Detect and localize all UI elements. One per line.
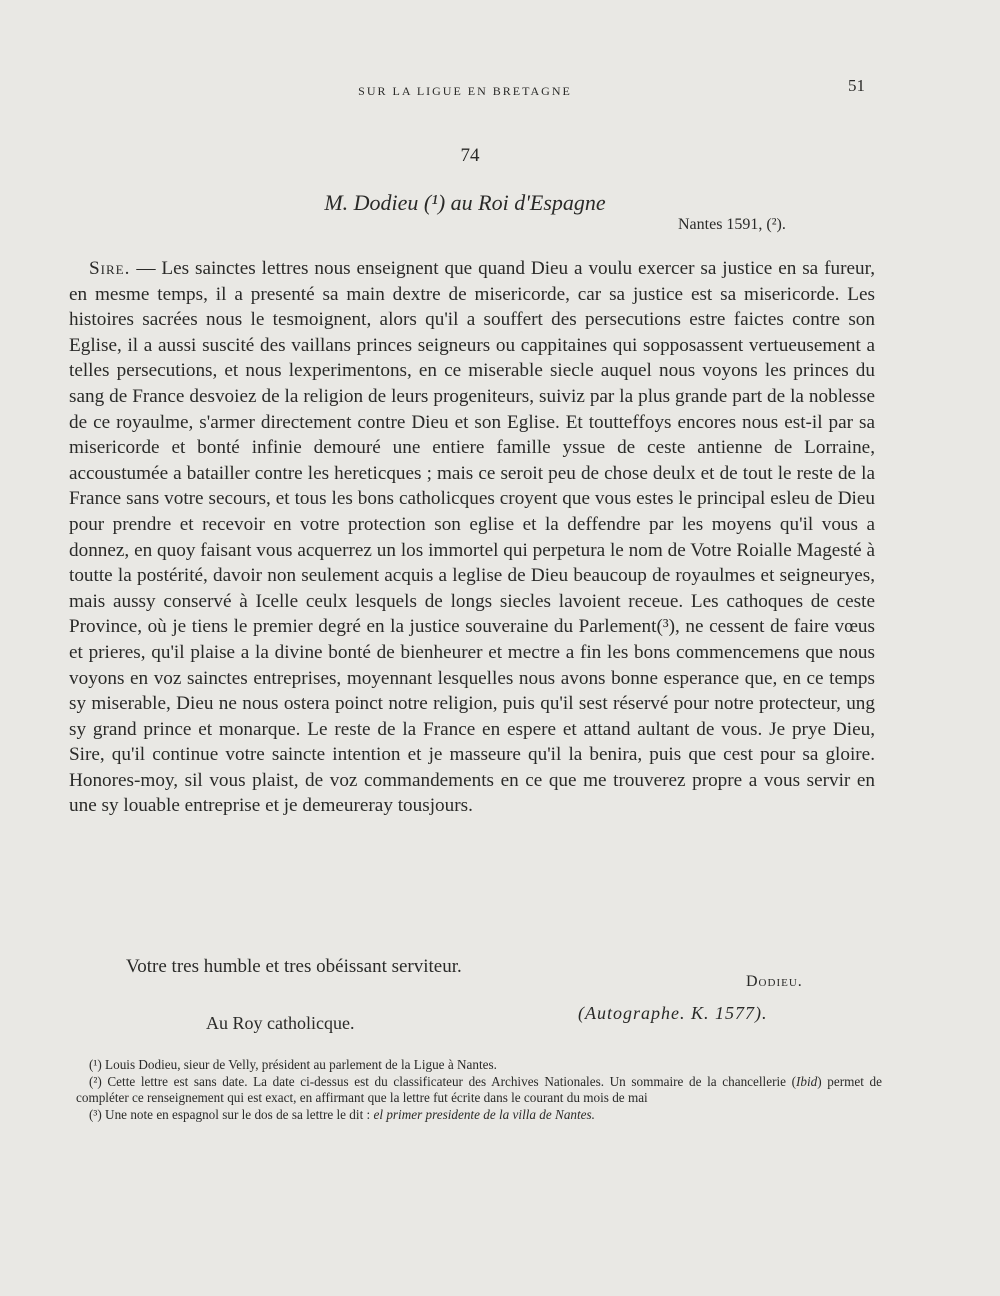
letter-title: M. Dodieu (¹) au Roi d'Espagne — [324, 190, 606, 215]
address-line: Au Roy catholicque. — [206, 1013, 355, 1033]
running-head: SUR LA LIGUE EN BRETAGNE — [358, 84, 572, 98]
salutation: Sire. — [89, 258, 131, 279]
signature: Dodieu. — [746, 973, 803, 990]
footnote-marker: (²) — [89, 1074, 102, 1089]
footnote-marker: (³) — [89, 1107, 102, 1122]
footnote-ref-3: (³) — [656, 616, 676, 638]
page-number: 51 — [848, 76, 865, 95]
footnote-italic: el primer presidente de la villa de Nantes. — [373, 1107, 595, 1122]
footnotes — [76, 1057, 882, 1124]
footnote-1 — [76, 1057, 882, 1073]
letter-number: 74 — [460, 145, 480, 166]
footnote-2 — [76, 1074, 882, 1106]
letter-body-part-1: — Les sainctes lettres nous enseignent que quand Dieu a voulu exercer sa justice en sa fureur, en mesme temps, il a presenté sa main dextre de misericorde, car sa justice est sa misericorde. Les histoires sacrées nous le tesmoignent, alors qu'il a souffert des persecutions estre faictes contre son Eglise, il a aussi suscité des vaillans princes seigneurs ou cappitaines qui sopposassent vertueusement a telles persecutions, et nous lexperimentons, en ce miserable siecle auquel nous voyons les princes du sang de France desvoiez de la religion de leurs progeniteurs, suiviz par la plus grande part de la noblesse de ce royaulme, s'armer directement contre Dieu et son Eglise. Et toutteffoys encores nous est-il par sa misericorde et bonté infinie demouré une entiere famille yssue de ceste antienne de Lorraine, accoustumée a batailler contre les hereticques ; mais ce seroit peu de chose deulx et de tout le reste de la France sans votre secours, et tous les bons catholicques croyent que vous estes le principal esleu de Dieu pour prendre et recevoir en votre protection son eglise et la deffendre par les moyens qu'il vous a donnez, en quoy faisant vous acquerrez un los immortel qui perpetura le nom de Votre Roialle Magesté à toutte la postérité, davoir non seulement acquis a leglise de Dieu beaucoup de royaulmes et seigneuryes, mais aussy conservé à Icelle ceulx lesquels de longs siecles lavoient receue. Les cathoques de ceste Province, où je tiens le premier degré en la justice souveraine du Parlement — [69, 258, 875, 638]
footnote-italic: Ibid — [796, 1074, 818, 1089]
footnote-3 — [76, 1107, 882, 1123]
letter-date: Nantes 1591, (²). — [678, 216, 786, 233]
footnote-text: Louis Dodieu, sieur de Velly, président au parlement de la Ligue à Nantes. — [101, 1057, 497, 1072]
letter-body-part-2: , ne cessent de faire vœus et prieres, qu'il plaise a la divine bonté de bienheurer et mectre a fin les bons commencemens que nous voyons en voz sainctes entreprises, moyennant lesquelles nous avons bonne esperance que, en ce temps sy miserable, Dieu ne nous ostera poinct notre religion, puis qu'il sest réservé pour notre protecteur, ung sy grand prince et monarque. Le reste de la France en espere et attand aultant de vous. Je prye Dieu, Sire, qu'il continue votre saincte intention et je masseure qu'il la benira, puis que cest pour sa gloire. Honores-moy, sil vous plaist, de voz commandements en ce que me trouverez propre a vous servir en une sy louable entreprise et je demeureray tousjours. — [69, 616, 875, 817]
footnote-text: Une note en espagnol sur le dos de sa lettre le dit : — [101, 1107, 374, 1122]
letter-body — [69, 256, 875, 819]
footnote-text: Cette lettre est sans date. La date ci-dessus est du classificateur des Archives Nationales. Un sommaire de la chancellerie ( — [101, 1074, 797, 1089]
footnote-marker: (¹) — [89, 1057, 102, 1072]
footnote-text: ) permet de compléter ce renseignement qui est exact, en affirmant que la lettre fut écrite dans le courant du mois de mai — [76, 1074, 882, 1105]
source-reference: (Autographe. K. 1577). — [578, 1003, 768, 1023]
closing-formula: Votre tres humble et tres obéissant serviteur. — [126, 956, 462, 977]
